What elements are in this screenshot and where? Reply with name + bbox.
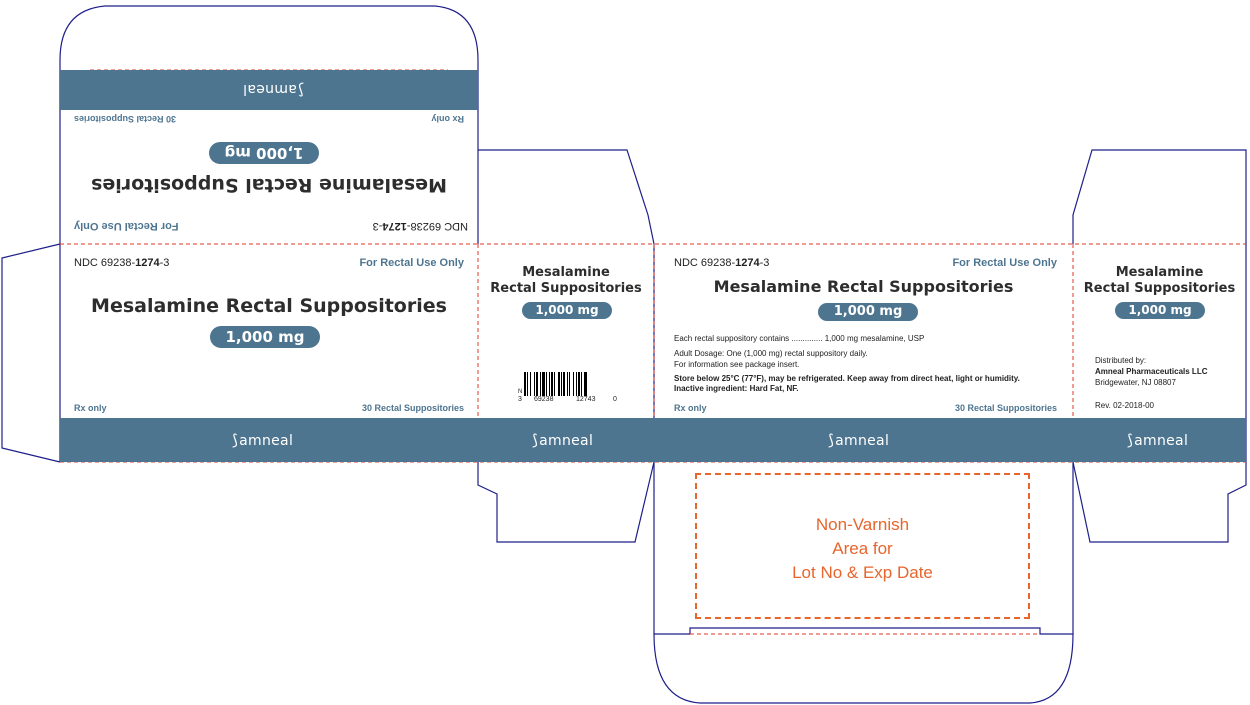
right-side-band bbox=[1073, 418, 1246, 462]
barcode-bar bbox=[558, 372, 560, 396]
left-side-title-line1: Mesalamine bbox=[522, 265, 610, 280]
right-side-title-line1: Mesalamine bbox=[1115, 265, 1204, 280]
barcode-bar bbox=[584, 372, 587, 396]
front-panel-count: 30 Rectal Suppositories bbox=[361, 403, 464, 413]
barcode-bar bbox=[524, 372, 526, 396]
barcode-bar bbox=[551, 372, 553, 396]
back-panel bbox=[654, 244, 1073, 462]
left-side-title-line2: Rectal Suppositories bbox=[490, 281, 642, 296]
top-panel-route: For Rectal Use Only bbox=[74, 220, 179, 232]
back-panel-storage: Store below 25°C (77°F), may be refrigerated. Keep away from direct heat, light or humidity. bbox=[674, 374, 1020, 383]
barcode-bars bbox=[524, 372, 620, 396]
top-panel-title: Mesalamine Rectal Suppositories bbox=[91, 174, 447, 196]
barcode-digit-left: 3 bbox=[518, 396, 522, 403]
barcode-bar bbox=[536, 372, 538, 396]
barcode bbox=[520, 372, 616, 404]
left-side-strength: 1,000 mg bbox=[522, 302, 612, 319]
barcode-bar bbox=[567, 372, 568, 396]
back-panel-title: Mesalamine Rectal Suppositories bbox=[713, 277, 1014, 296]
amneal-swoosh-icon: ⟆ bbox=[297, 81, 304, 99]
top-panel-ndc: NDC 69238-1274-3 bbox=[372, 220, 468, 232]
left-side-band bbox=[478, 418, 654, 462]
barcode-bar bbox=[527, 372, 528, 396]
lot-line1: Non-Varnish bbox=[815, 515, 910, 534]
revision: Rev. 02-2018-00 bbox=[1095, 401, 1154, 410]
back-panel-ndc: NDC 69238-1274-3 bbox=[674, 257, 770, 269]
top-panel-strength: 1,000 mg bbox=[209, 142, 319, 164]
top-panel-count: 30 Rectal Suppositories bbox=[74, 114, 177, 124]
top-panel-band bbox=[60, 70, 478, 110]
barcode-digits-2: 12743 bbox=[576, 396, 596, 403]
lot-line3: Lot No & Exp Date bbox=[792, 563, 933, 582]
barcode-bar bbox=[530, 372, 531, 396]
left-side-panel bbox=[478, 244, 654, 462]
barcode-bar bbox=[561, 372, 562, 396]
back-panel-insert: For information see package insert. bbox=[674, 360, 800, 369]
barcode-bar bbox=[540, 372, 541, 396]
barcode-bar bbox=[542, 372, 545, 396]
front-panel-band bbox=[60, 418, 478, 462]
right-side-strength: 1,000 mg bbox=[1115, 302, 1205, 319]
distributor-label: Distributed by: bbox=[1095, 356, 1147, 365]
lot-exp-area bbox=[695, 473, 1030, 619]
front-panel-logo: ⟆amneal bbox=[232, 431, 294, 449]
top-panel-rx: Rx only bbox=[431, 114, 464, 124]
barcode-bar bbox=[563, 372, 565, 396]
right-side-logo: ⟆amneal bbox=[1127, 431, 1189, 449]
front-panel-title: Mesalamine Rectal Suppositories bbox=[91, 295, 447, 317]
back-panel-band bbox=[654, 418, 1073, 462]
barcode-bar bbox=[578, 372, 580, 396]
front-panel-rx: Rx only bbox=[74, 403, 107, 413]
distributor-city: Bridgewater, NJ 08807 bbox=[1095, 378, 1176, 387]
front-panel-route: For Rectal Use Only bbox=[359, 257, 464, 269]
back-panel-logo: ⟆amneal bbox=[828, 431, 890, 449]
barcode-bar bbox=[554, 372, 555, 396]
amneal-swoosh-icon: ⟆ bbox=[532, 431, 539, 449]
amneal-swoosh-icon: ⟆ bbox=[828, 431, 835, 449]
barcode-top-char: N bbox=[518, 389, 523, 395]
back-panel-strength: 1,000 mg bbox=[818, 303, 918, 321]
distributor-name: Amneal Pharmaceuticals LLC bbox=[1095, 367, 1208, 376]
barcode-digits-1: 69238 bbox=[534, 396, 554, 403]
back-panel-dosage: Adult Dosage: One (1,000 mg) rectal suppository daily. bbox=[674, 349, 868, 358]
top-panel bbox=[60, 70, 478, 244]
barcode-bar bbox=[573, 372, 574, 396]
barcode-bar bbox=[581, 372, 582, 396]
back-panel-count: 30 Rectal Suppositories bbox=[954, 403, 1057, 413]
barcode-bar bbox=[546, 372, 547, 396]
front-panel-strength: 1,000 mg bbox=[210, 326, 320, 348]
front-panel-ndc: NDC 69238-1274-3 bbox=[74, 257, 170, 269]
front-panel bbox=[60, 244, 478, 462]
barcode-bar bbox=[549, 372, 550, 396]
amneal-swoosh-icon: ⟆ bbox=[232, 431, 239, 449]
lot-line2: Area for bbox=[832, 539, 893, 558]
barcode-bar bbox=[576, 372, 577, 396]
back-panel-contains: Each rectal suppository contains .............. 1,000 mg mesalamine, USP bbox=[674, 334, 925, 343]
back-panel-inactive: Inactive ingredient: Hard Fat, NF. bbox=[674, 384, 799, 393]
back-panel-route: For Rectal Use Only bbox=[952, 257, 1057, 269]
back-panel-rx: Rx only bbox=[674, 403, 707, 413]
barcode-digit-right: 0 bbox=[613, 396, 617, 403]
barcode-bar bbox=[534, 372, 535, 396]
amneal-swoosh-icon: ⟆ bbox=[1127, 431, 1134, 449]
barcode-bar bbox=[569, 372, 570, 396]
right-side-panel bbox=[1073, 244, 1246, 462]
top-panel-logo: ⟆amneal bbox=[242, 81, 304, 99]
right-side-title-line2: Rectal Suppositories bbox=[1083, 281, 1236, 296]
left-side-logo: ⟆amneal bbox=[532, 431, 594, 449]
